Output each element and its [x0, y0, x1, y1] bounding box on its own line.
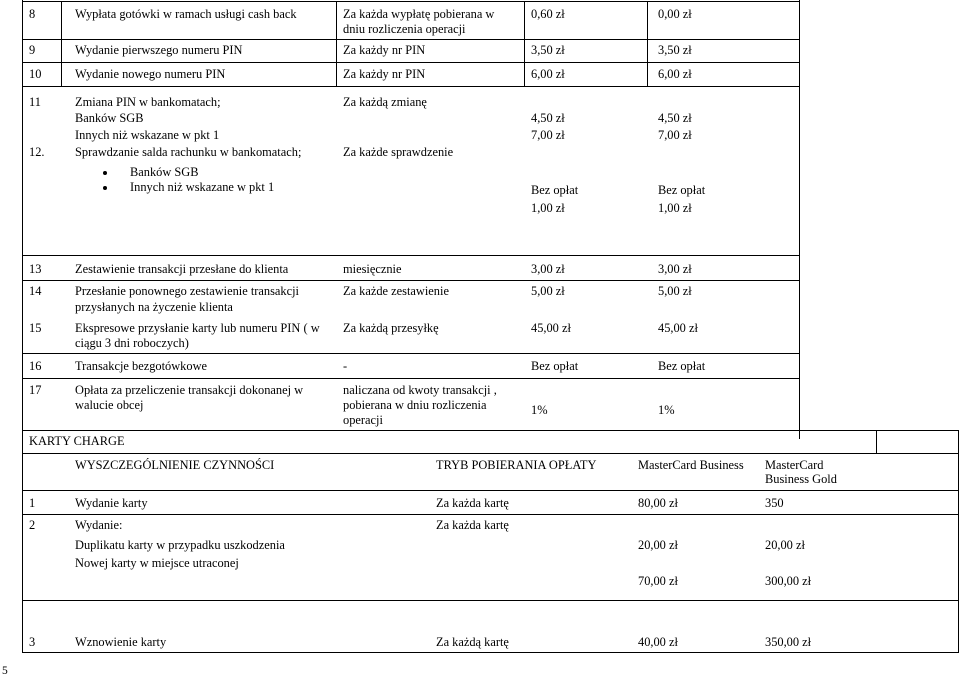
operation-subitem: Innych niż wskazane w pkt 1	[130, 180, 275, 194]
fee-value-2: 350	[765, 496, 784, 510]
fee-value-2: 1,00 zł	[658, 201, 692, 215]
fee-value-1: Bez opłat	[531, 183, 579, 197]
fee-mode: Za każdą przesyłkę	[343, 321, 439, 335]
fee-mode: Za każde sprawdzenie	[343, 145, 454, 159]
row-number: 1	[29, 496, 36, 510]
fee-mode: Za każdą kartę	[436, 635, 509, 649]
fee-value-2: Bez opłat	[658, 359, 706, 373]
fee-value-1: 0,60 zł	[531, 7, 565, 21]
row-number: 8	[29, 7, 36, 21]
row-number: 9	[29, 43, 36, 57]
fee-mode: Za każdy nr PIN	[343, 67, 426, 81]
row-number: 2	[29, 518, 36, 532]
fee-value-1: 80,00 zł	[638, 496, 678, 510]
row-number: 16	[29, 359, 42, 373]
operation-name: Zestawienie transakcji przesłane do klienta	[75, 262, 289, 276]
operation-name: przysłanych na życzenie klienta	[75, 300, 233, 314]
operation-name: Wydanie pierwszego numeru PIN	[75, 43, 243, 57]
row-number: 10	[29, 67, 42, 81]
fee-value-2: 1%	[658, 403, 675, 417]
fee-mode: naliczana od kwoty transakcji ,	[343, 383, 497, 397]
operation-name: Sprawdzanie salda rachunku w bankomatach;	[75, 145, 302, 159]
row-number: 3	[29, 635, 36, 649]
operation-name: Wznowienie karty	[75, 635, 167, 649]
fee-mode: Za każda kartę	[436, 496, 509, 510]
fee-value-2: 5,00 zł	[658, 284, 692, 298]
fee-value-1: 4,50 zł	[531, 111, 565, 125]
fee-value-2: 3,00 zł	[658, 262, 692, 276]
fee-value-1: 3,00 zł	[531, 262, 565, 276]
operation-name: Przesłanie ponownego zestawienie transakcji	[75, 284, 299, 298]
fee-mode: Za każdą zmianę	[343, 95, 427, 109]
operation-name: Opłata za przeliczenie transakcji dokonanej w	[75, 383, 304, 397]
operation-name: walucie obcej	[75, 398, 144, 412]
fee-value-1: 20,00 zł	[638, 538, 678, 552]
fee-value-2: 350,00 zł	[765, 635, 812, 649]
column-header: MasterCard	[765, 458, 824, 472]
fee-value-1: 7,00 zł	[531, 128, 565, 142]
page-number: 5	[2, 665, 8, 677]
operation-subitem: Banków SGB	[75, 111, 144, 125]
row-number: 17	[29, 383, 42, 397]
fee-value-2: Bez opłat	[658, 183, 706, 197]
fee-mode: Za każdy nr PIN	[343, 43, 426, 57]
fee-value-1: 70,00 zł	[638, 574, 678, 588]
operation-subitem: Duplikatu karty w przypadku uszkodzenia	[75, 538, 285, 552]
column-header: Business Gold	[765, 472, 837, 486]
bullet-icon	[103, 186, 107, 190]
fee-value-2: 20,00 zł	[765, 538, 805, 552]
column-header: TRYB POBIERANIA OPŁATY	[436, 458, 597, 472]
fee-mode: dniu rozliczenia operacji	[343, 22, 466, 36]
fee-value-1: 1,00 zł	[531, 201, 565, 215]
operation-name: Ekspresowe przysłanie karty lub numeru PIN ( w	[75, 321, 320, 335]
operation-name: ciągu 3 dni roboczych)	[75, 336, 189, 350]
fee-mode: miesięcznie	[343, 262, 402, 276]
fee-value-1: 1%	[531, 403, 548, 417]
operation-subitem: Banków SGB	[130, 165, 199, 179]
row-number: 15	[29, 321, 42, 335]
section-title: KARTY CHARGE	[29, 434, 125, 448]
fee-mode: Za każda wypłatę pobierana w	[343, 7, 495, 21]
bullet-icon	[103, 171, 107, 175]
fee-mode: pobierana w dniu rozliczenia	[343, 398, 487, 412]
operation-name: Wypłata gotówki w ramach usługi cash back	[75, 7, 297, 21]
fee-value-2: 300,00 zł	[765, 574, 812, 588]
fee-value-1: 45,00 zł	[531, 321, 571, 335]
fee-value-1: Bez opłat	[531, 359, 579, 373]
operation-subitem: Nowej karty w miejsce utraconej	[75, 556, 239, 570]
fee-value-1: 6,00 zł	[531, 67, 565, 81]
operation-name: Zmiana PIN w bankomatach;	[75, 95, 221, 109]
operation-subitem: Innych niż wskazane w pkt 1	[75, 128, 220, 142]
fee-value-2: 7,00 zł	[658, 128, 692, 142]
fee-mode: -	[343, 359, 348, 373]
fee-value-1: 5,00 zł	[531, 284, 565, 298]
fee-mode: Za każde zestawienie	[343, 284, 449, 298]
row-number: 11	[29, 95, 41, 109]
row-number: 14	[29, 284, 42, 298]
fee-value-2: 4,50 zł	[658, 111, 692, 125]
fee-mode: operacji	[343, 413, 383, 427]
fee-value-2: 45,00 zł	[658, 321, 698, 335]
fee-value-1: 40,00 zł	[638, 635, 678, 649]
operation-name: Wydanie:	[75, 518, 123, 532]
fee-value-2: 3,50 zł	[658, 43, 692, 57]
fee-value-2: 0,00 zł	[658, 7, 692, 21]
operation-name: Wydanie karty	[75, 496, 148, 510]
fee-value-1: 3,50 zł	[531, 43, 565, 57]
column-header: WYSZCZEGÓLNIENIE CZYNNOŚCI	[75, 458, 275, 472]
fee-mode: Za każda kartę	[436, 518, 509, 532]
row-number: 13	[29, 262, 42, 276]
operation-name: Transakcje bezgotówkowe	[75, 359, 208, 373]
operation-name: Wydanie nowego numeru PIN	[75, 67, 226, 81]
column-header: MasterCard Business	[638, 458, 744, 472]
row-number: 12.	[29, 145, 45, 159]
fee-value-2: 6,00 zł	[658, 67, 692, 81]
